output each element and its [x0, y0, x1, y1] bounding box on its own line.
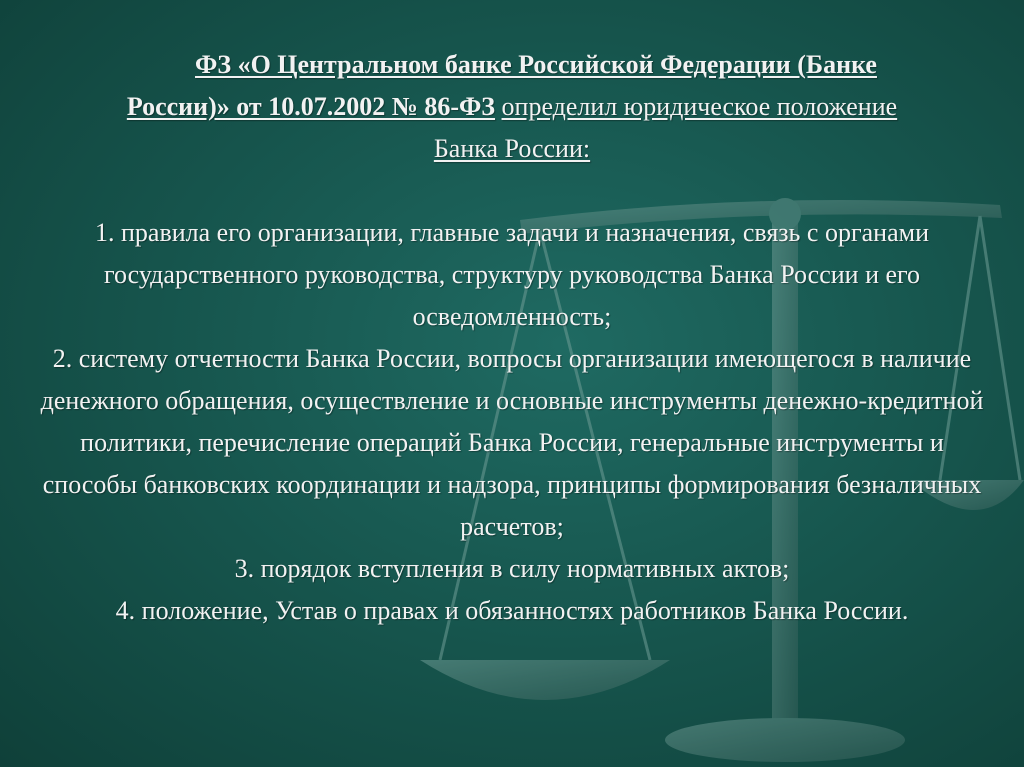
heading-law-title: ФЗ «О Центральном банке Российской Федерации (Банке России)» от 10.07.2002 № 86-ФЗ: [126, 50, 877, 121]
heading-description: определил юридическое положение Банка России:: [433, 92, 898, 163]
list-item: 1. правила его организации, главные задачи и назначения, связь с органами государственного руководства, структуру руководства Банка России и его осведомленность;: [95, 218, 929, 331]
list-item: 2. систему отчетности Банка России, вопросы организации имеющегося в наличие денежного обращения, осуществление и основные инструменты денежно-кредитной политики, перечисление операций Банка России, генеральные инструменты и способы банковских координации и надзора, принципы формирования безналичных расчетов;: [40, 344, 984, 541]
spacer: [30, 170, 994, 212]
slide-text: [30, 44, 994, 632]
list-item: 4. положение, Устав о правах и обязанностях работников Банка России.: [115, 596, 909, 625]
list-item: 3. порядок вступления в силу нормативных актов;: [234, 554, 790, 583]
slide-heading: [112, 44, 912, 170]
